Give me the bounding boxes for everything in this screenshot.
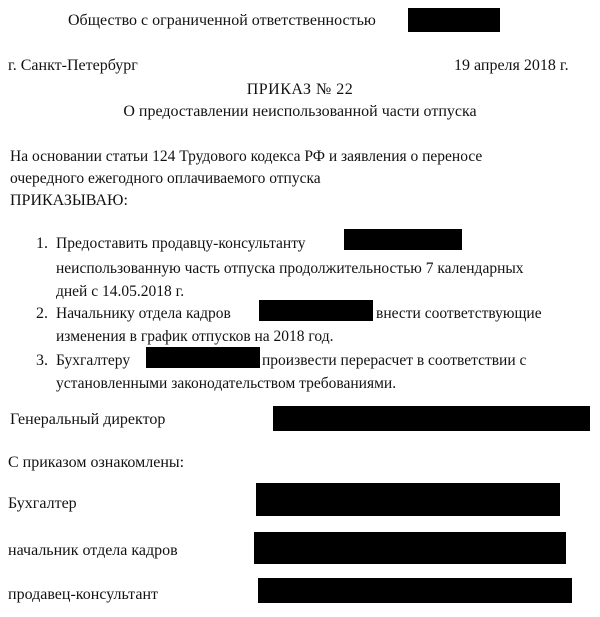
ack-role-accountant: Бухгалтер <box>8 495 77 512</box>
item-3-name-redaction <box>146 347 260 368</box>
item-3-line-1b: произвести перерасчет в соответствии с <box>262 352 527 369</box>
item-1-line-2: неиспользованную часть отпуска продолжительностью 7 календарных <box>56 260 524 277</box>
item-1-name-redaction <box>344 229 462 250</box>
item-3-number: 3. <box>36 352 48 369</box>
basis-line-1: На основании статьи 124 Трудового кодекса РФ и заявления о переносе <box>10 148 483 165</box>
item-1-number: 1. <box>36 235 48 252</box>
item-1-line-3: дней с 14.05.2018 г. <box>56 283 185 300</box>
ack-hr-head-redaction <box>254 532 566 564</box>
company-name-redaction <box>408 8 500 32</box>
order-title: ПРИКАЗ № 22 <box>246 81 354 98</box>
ack-sales-consultant-redaction <box>258 578 572 603</box>
ack-role-hr-head: начальник отдела кадров <box>8 542 178 559</box>
item-2-number: 2. <box>36 305 48 322</box>
item-2-line-1b: внести соответствующие <box>376 305 542 322</box>
order-directive: ПРИКАЗЫВАЮ: <box>10 192 128 209</box>
order-subject: О предоставлении неиспользованной части отпуска <box>123 103 477 120</box>
director-name-redaction <box>273 406 590 431</box>
company-name: Общество с ограниченной ответственностью <box>68 12 376 29</box>
item-2-name-redaction <box>259 300 373 321</box>
item-3-line-1: Бухгалтеру <box>56 352 131 369</box>
item-3-line-2: установленными законодательством требованиями. <box>56 375 397 392</box>
order-date: 19 апреля 2018 г. <box>454 57 569 74</box>
item-2-line-1: Начальнику отдела кадров <box>56 305 231 322</box>
acknowledgement-heading: С приказом ознакомлены: <box>8 454 185 471</box>
item-1-line-1: Предоставить продавцу-консультанту <box>56 235 306 252</box>
ack-role-sales-consultant: продавец-консультант <box>8 586 159 603</box>
director-label: Генеральный директор <box>10 411 166 428</box>
item-2-line-2: изменения в график отпусков на 2018 год. <box>56 328 334 345</box>
basis-line-2: очередного ежегодного оплачиваемого отпуска <box>10 170 321 187</box>
city: г. Санкт-Петербург <box>8 57 138 74</box>
ack-accountant-redaction <box>256 483 560 516</box>
